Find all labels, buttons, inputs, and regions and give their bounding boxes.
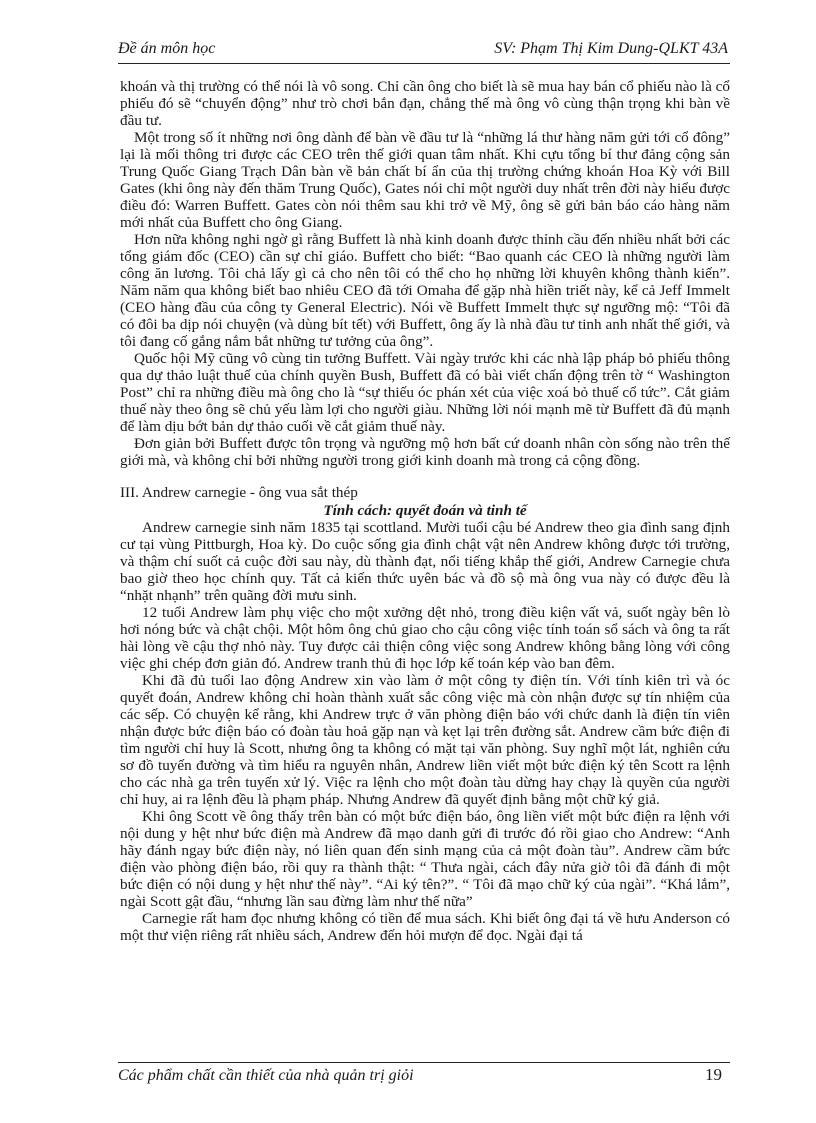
paragraph: Khi đã đủ tuổi lao động Andrew xin vào làm ở một công ty điện tín. Với tính kiên trì và óc quyết đoán, Andrew không chỉ hoàn thành xuất sắc công việc mà còn nhận được sự tín nhiệm của các sếp. Có chuyện kể rằng, khi Andrew trực ở văn phòng điện báo với chức danh là điện tín viên nhận được bức điện báo có đoàn tàu hoả gặp nạn và kẹt lại trên đường sắt. Andrew cầm bức điện đi tìm người chỉ huy là Scott, nhưng ông ta không có mặt tại văn phòng. Suy nghĩ một lát, nghiên cứu sơ đồ tuyến đường và tìm hiểu ra nguyên nhân, Andrew liền viết một bức điện ký tên Scott ra lệnh cho các nhà ga trên tuyến xử lý. Việc ra lệnh cho một đoàn tàu dừng hay chạy là quyền của người chỉ huy, ai ra lệnh đều là phạm pháp. Nhưng Andrew đã quyết định bằng một chữ ký giả.	[120, 672, 730, 808]
header-student-info: SV: Phạm Thị Kim Dung-QLKT 43A	[494, 40, 728, 57]
subheading: Tính cách: quyết đoán và tinh tế	[323, 502, 527, 519]
page-number: 19	[705, 1065, 722, 1084]
paragraph: Quốc hội Mỹ cũng vô cùng tin tưởng Buffett. Vài ngày trước khi các nhà lập pháp bỏ phiếu thông qua dự thảo luật thuế của chính quyền Bush, Buffett đã có bài viết chấn động trên tờ “ Washington Post” chỉ ra những điều mà ông cho là “sự thiếu óc phán xét của việc xoá bỏ thuế cổ tức”. Cắt giảm thuế này theo ông sẽ chủ yếu làm lợi cho người giàu. Những lời nói mạnh mẽ từ Buffett đã đủ mạnh để làm dịu bớt bản dự thảo cuối về cắt giảm thuế này.	[120, 350, 730, 435]
footer-divider	[118, 1062, 730, 1063]
paragraph: Andrew carnegie sinh năm 1835 tại scottland. Mười tuổi cậu bé Andrew theo gia đình sang định cư tại vùng Pittburgh, Hoa kỳ. Do cuộc sống gia đình chật vật nên Andrew không được tới trường, và thậm chí suốt cả cuộc đời sau này, dù thành đạt, nổi tiếng khắp thế giới, Andrew Carnegie chưa bao giờ theo học chính quy. Tất cả kiến thức uyên bác và đồ sộ mà ông vua này có được đều là “nhặt nhạnh” trên quãng đời mưu sinh.	[120, 519, 730, 604]
paragraph: Carnegie rất ham đọc nhưng không có tiền để mua sách. Khi biết ông đại tá về hưu Anderson có một thư viện riêng rất nhiều sách, Andrew đến hỏi mượn để đọc. Ngài đại tá	[120, 910, 730, 944]
footer-title: Các phẩm chất cần thiết của nhà quản trị giỏi	[118, 1067, 414, 1084]
page-header	[118, 40, 728, 62]
page-footer	[118, 1067, 730, 1091]
header-course-title: Đề án môn học	[118, 40, 216, 57]
paragraph: Khi ông Scott về ông thấy trên bàn có một bức điện báo, ông liền viết một bức điện ra lệnh với nội dung y hệt như bức điện mà Andrew đã mạo danh gửi đi trước đó rồi giao cho Andrew: “Anh hãy đánh ngay bức điện này, nó liên quan đến sinh mạng của cả một đoàn tàu”. Andrew cầm bức điện vào phòng điện báo, rồi quy ra thành thật: “ Thưa ngài, cách đây nửa giờ tôi đã đánh đi một bức điện có nội dung y hệt như thế này”. “Ai ký tên?”. “ Tôi đã mạo chữ ký của ngài”. “Khá lắm”, ngài Scott gật đầu, “nhưng lần sau đừng làm như thế nữa”	[120, 808, 730, 910]
header-divider	[118, 63, 730, 64]
paragraph: Một trong số ít những nơi ông dành để bàn về đầu tư là “những lá thư hàng năm gửi tới cổ đông” lại là mối thông tri được các CEO trên thế giới quan tâm nhất. Khi cựu tổng bí thư đảng cộng sản Trung Quốc Giang Trạch Dân bàn về bản chất bí ẩn của thị trường chứng khoán Hoa Kỳ với Bill Gates (khi ông này đến thăm Trung Quốc), Gates nói chỉ một người duy nhất trên đời này hiểu được điều đó: Warren Buffett. Gates còn nói thêm sau khi trở về Mỹ, ông sẽ gửi bản báo cáo hàng năm mới nhất của Buffett cho ông Giang.	[120, 129, 730, 231]
page-content	[120, 78, 730, 944]
paragraph: khoán và thị trường có thể nói là vô song. Chỉ cần ông cho biết là sẽ mua hay bán cổ phiếu nào là cổ phiếu đó sẽ “chuyển động” như trò chơi bắn đạn, chẳng thế mà ông vô cùng thận trọng khi bàn về đầu tư.	[120, 78, 730, 129]
paragraph: Hơn nữa không nghi ngờ gì rằng Buffett là nhà kinh doanh được thỉnh cầu đến nhiều nhất bởi các tổng giám đốc (CEO) cần sự chỉ giáo. Buffett cho biết: “Bao quanh các CEO là những người làm công ăn lương. Tôi chả lấy gì cả cho nên tôi có thể cho họ những lời khuyên không thành kiến”. Năm năm qua không biết bao nhiêu CEO đã tới Omaha để gặp nhà hiền triết này, kể cả Jeff Immelt (CEO hàng đầu của công ty General Electric). Nói về Buffett Immelt thực sự ngưỡng mộ: “Tôi đã có đôi ba dịp nói chuyện (và dùng bít tết) với Buffett, ông ấy là nhà đầu tư tinh anh nhất thế giới, và tôi đang cố gắng nắm bắt những tư tưởng của ông”.	[120, 231, 730, 350]
section-heading: III. Andrew carnegie - ông vua sắt thép	[120, 484, 358, 501]
paragraph: 12 tuổi Andrew làm phụ việc cho một xưởng dệt nhỏ, trong điều kiện vất vả, suốt ngày bên lò hơi nóng bức và chật chội. Một hôm ông chủ giao cho cậu công việc tính toán sổ sách và ông ta rất hài lòng về cậu thợ nhỏ này. Tuy được cải thiện công việc song Andrew không bằng lòng với công việc ghi chép đơn giản đó. Andrew tranh thủ đi học lớp kế toán kép vào ban đêm.	[120, 604, 730, 672]
paragraph: Đơn giản bởi Buffett được tôn trọng và ngưỡng mộ hơn bất cứ doanh nhân còn sống nào trên thế giới mà, và không chỉ bởi những người trong giới kinh doanh mà trong cả cộng đồng.	[120, 435, 730, 469]
